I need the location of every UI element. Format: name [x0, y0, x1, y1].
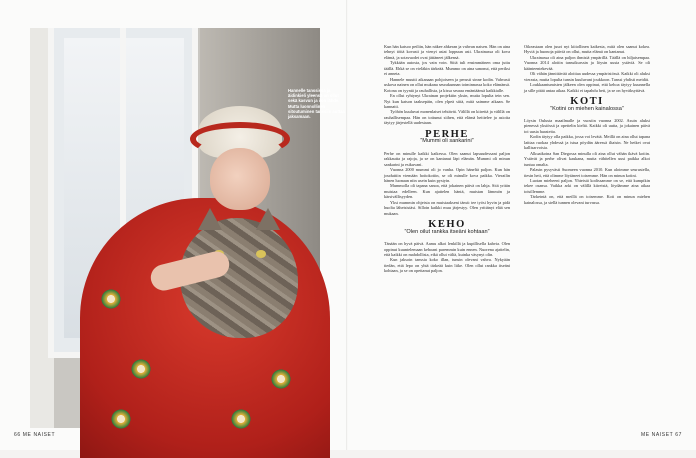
dress-flower [110, 408, 132, 430]
text-column-1 [384, 44, 510, 274]
paragraph: Vuonna 2000 mummi oli jo vanha. Opin häneltä paljon. Kun hän jouduttiin viemään hoitokotiin, se oli minulle kova paikka. Vierailin hänen luonaan niin usein kuin pystyin. [384, 167, 510, 183]
paragraph: Yksi mummin ohjeista on muistaakseni tämä: tee työsi hyvin ja pidä huolta läheisistäsi. Silloin kaikki muu järjestyy. Olen yrittänyt elää sen mukaan. [384, 199, 510, 216]
paragraph: Palasin pysyvästi Suomeen vuonna 2010. Kun aloimme seurustella, tiesin heti, että olimme löytäneet toisemme. Hän on minun kotini. [524, 167, 650, 178]
section-heading-perhe: PERHE [425, 128, 469, 140]
keho-text [384, 241, 510, 274]
section-subheading-perhe: ”Mummi oli sankarini” [420, 138, 474, 145]
koti-text [524, 118, 650, 205]
section-subheading-keho: ”Olen oilut rankka itseäni kohtaan” [404, 228, 490, 235]
paragraph: Perhe on minulle kaikki kaikessa. Olen saanut lapsuudessani paljon rakkautta ja rajoja, ja se on kantanut läpi elämän. Mummi oli minun sankarini ja esikuvani. [384, 150, 510, 167]
dress-flower [130, 358, 152, 380]
paragraph: Kun hän katsoo peiliin, hän näkee ahkeran ja vahvan naisen. Hän on aina tehnyt töitä kovasti ja vienyt asiat loppuun asti. Ukrainassa oli kova elämä, ja sotavuodet ovat jättäneet jälkensä. [384, 44, 510, 60]
section-heading-keho: KEHO [428, 219, 466, 231]
paragraph: Työhön kuuluvat monenlaiset tehtävät. Välillä on kiirettä ja välillä on rauhallisempaa. Hän on tottunut siihen, että elämä heittelee ja asioita täytyy järjestellä uudestaan. [384, 109, 510, 126]
folio-right: ME NAISET 67 [640, 432, 682, 438]
intro-text-continued [524, 44, 650, 93]
intro-text [384, 44, 510, 126]
dress-flower [230, 408, 252, 430]
paragraph: Loukkaantumisten jälkeen olen oppinut, että kehoa täytyy kuunnella ja sille pitää antaa aikaa. Kaikki ei tapahdu heti, ja se on hyväksyttävä. [524, 82, 650, 93]
left-page [0, 0, 348, 450]
text-column-2 [524, 44, 650, 205]
folio-left: 66 ME NAISET [14, 432, 56, 438]
section-heading-koti: KOTI [570, 96, 604, 108]
paragraph: Oli vähän jännittävää aloittaa uudessa ympäristössä. Kaikki oli aluksi vierasta, mutta lopulta tunsin kuuluvani joukkoon. Tanssi yhdisti meidät. [524, 71, 650, 82]
paragraph: Luotan mieheeni paljon. Yhteistä kodissamme on se, että kumpikin tekee osansa. Vaikka arki on välillä kiireistä, löydämme aina aikaa toisillemme. [524, 177, 650, 194]
paragraph: En ollut ryhtynyt Ukrainan projektiin yksin, mutta lopulta tein sen. Nyt kun katson taaksepäin, olen ylpeä siitä, mitä saimme aikaan. Se kannatti. [384, 93, 510, 109]
perhe-text [384, 151, 510, 216]
paragraph: Kun jaksoin tanssia koko illan, tunsin olevani vahva. Nykyään tiedän, että lepo on yhtä tärkeää kuin liike. Olen ollut rankka itseäni kohtaan, ja se on opettanut paljon. [384, 257, 510, 274]
paragraph: Alkuaikoina San Diegossa minulla oli aina ollut vähän ikävä kotiin. Ystävät ja perhe olivat kaukana, mutta vähitellen uusi paikka alkoi tuntua omalta. [524, 150, 650, 167]
cat-eye [256, 250, 266, 258]
portrait-photo [30, 28, 345, 428]
photo-caption: Hannelle tanssissa ja äidinkieli yleensä on ollut sekä kasvun ja ilon lähde. Mutta luonnollinen sitoutuminen tanssiin auttaa jaksamaan. [288, 88, 345, 120]
dress-flower [100, 288, 122, 310]
face [210, 148, 270, 210]
paragraph: Oikeastaan olen juuri nyt kiitollinen kaikesta, mitä olen saanut kokea. Hyviä ja huonoja päiviä on ollut, mutta elämä on kantanut. [524, 44, 650, 55]
cat-ear [198, 208, 222, 230]
paragraph: Tykkään autosta, jos vain voin. Siitä tuli ensimmäinen oma juttu täällä. Ehkä se on vieläkin tärkeää. Mummo on aina sanonut, että periksi ei anneta. [384, 60, 510, 77]
paragraph: Mummolla oli tapana sanoa, että jokainen päivä on lahja. Sitä yritän muistaa edelleen. Kun ajattelen häntä, muistan lämmön ja kärsivällisyyden. [384, 183, 510, 200]
paragraph: Tärkeintä on, että meillä on toisemme. Koti on minun miehen kainalossa, ja siellä tunnen olevani turvassa. [524, 194, 650, 205]
paragraph: Ukrainassa oli aina paljon ihmisiä ympärillä. Täällä on hiljaisempaa. Vuonna 2014 aloitin tanssikurssin ja löysin uusia ystäviä. Se oli käänteentekevää. [524, 54, 650, 71]
paragraph: Tänään on hyvä päivä. Aamu alkoi lenkillä ja kupillisella kahvia. Olen oppinut kuuntelemaan kehoani paremmin kuin ennen. Nuorena ajattelin, että kaikki on mahdollista, eikä ollut väliä, kuinka väsynyt olin. [384, 241, 510, 257]
paragraph: Kodin täytyy olla paikka, jossa voi levätä. Meillä on aina ollut tapana laittaa ruokaa yhdessä ja istua pöydän ääressä iltaisin. Ne hetket ovat kallisarvoisia. [524, 134, 650, 151]
paragraph: Hannele muutti aikanaan pohjoiseen ja perusti sinne kodin. Vahvasti uskova nainen on ollut mukana seurakunnan toiminnassa koko elämänsä. Kotona on tyyntä ja rauhallista, ja kissa seuraa emäntäänsä kaikkialle. [384, 76, 510, 93]
section-subheading-koti: ”Kotini on miehen kainalossa” [550, 105, 624, 112]
cat-ear [256, 208, 280, 230]
paragraph: Löysin Oulusta maailmalle ja vuosiin vuonna 2002. Asuin aluksi pienessä yksiössä ja opettelin kieltä. Kaikki oli uutta, ja jokainen päivä toi uusia haasteita. [524, 117, 650, 134]
dress-flower [270, 368, 292, 390]
